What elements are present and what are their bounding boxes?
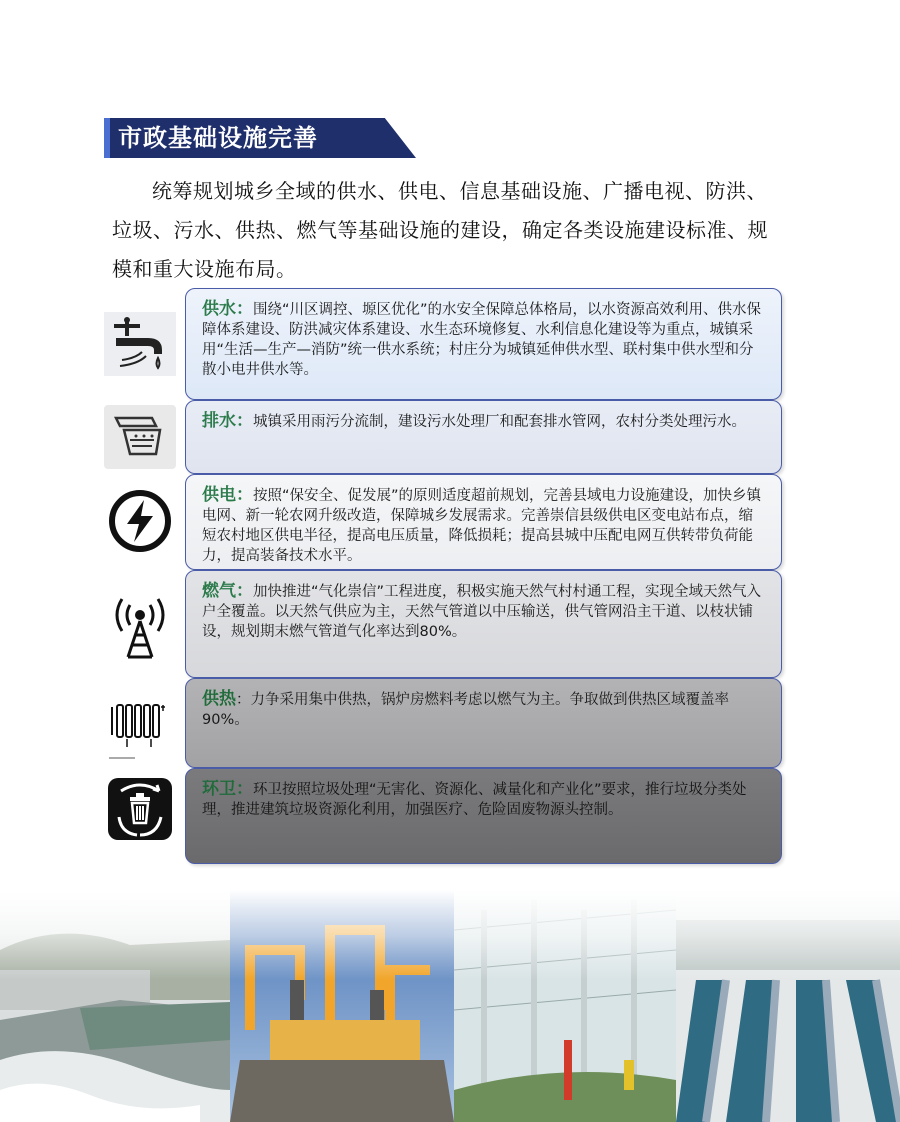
heating-card [185, 678, 782, 768]
card-label: 燃气： [202, 581, 253, 601]
photo-strip [0, 890, 900, 1122]
card-text: 城镇采用雨污分流制，建设污水处理厂和配套排水管网，农村分类处理污水。 [253, 414, 746, 430]
card-label: 环卫： [202, 779, 253, 799]
card-label: 供电： [202, 485, 253, 505]
card-text: 环卫按照垃圾处理“无害化、资源化、减量化和产业化”要求，推行垃圾分类处理，推进建筑垃圾资源化利用，加强医疗、危险固废物源头控制。 [202, 782, 747, 818]
drainage-card [185, 400, 782, 474]
power-icon [104, 486, 176, 556]
gas-tower-icon [104, 594, 176, 662]
recycle-bin-icon [104, 776, 176, 842]
card-label: 供水： [202, 299, 253, 319]
water-tap-icon [104, 312, 176, 376]
gas-card [185, 570, 782, 678]
card-text: 围绕“川区调控、塬区优化”的水安全保障总体格局，以水资源高效利用、供水保障体系建设、防洪减灾体系建设、水生态环境修复、水利信息化建设等为重点，城镇采用“生活—生产—消防”统一供水系统；村庄分为城镇延伸供水型、联村集中供水型和分散小电井供水等。 [202, 302, 762, 378]
section-title: 市政基础设施完善 [118, 124, 318, 152]
card-label: 供热 [202, 689, 236, 709]
water-supply-card [185, 288, 782, 400]
sanitation-card [185, 768, 782, 864]
intro-paragraph: 统筹规划城乡全域的供水、供电、信息基础设施、广播电视、防洪、垃圾、污水、供热、燃气等基础设施的建设，确定各类设施建设标准、规模和重大设施布局。 [112, 179, 768, 281]
card-text: ：力争采用集中供热，锅炉房燃料考虑以燃气为主。争取做到供热区域覆盖率90%。 [202, 692, 729, 728]
card-text: 按照“保安全、促发展”的原则适度超前规划，完善县域电力设施建设，加快乡镇电网、新一轮农网升级改造，保障城乡发展需求。完善崇信县级供电区变电站布点，缩短农村地区供电半径，提高电压质量，降低损耗；提高县城中压配电网互供转带负荷能力，提高装备技术水平。 [202, 488, 762, 564]
power-supply-card [185, 474, 782, 570]
radiator-icon [104, 696, 170, 764]
card-text: 加快推进“气化崇信”工程进度，积极实施天然气村村通工程，实现全域天然气入户全覆盖。以天然气供应为主，天然气管道以中压输送，供气管网沿主干道、以枝状铺设，规划期末燃气管道气化率达到80%。 [202, 584, 762, 640]
drainage-icon [104, 405, 176, 469]
card-label: 排水： [202, 411, 253, 431]
